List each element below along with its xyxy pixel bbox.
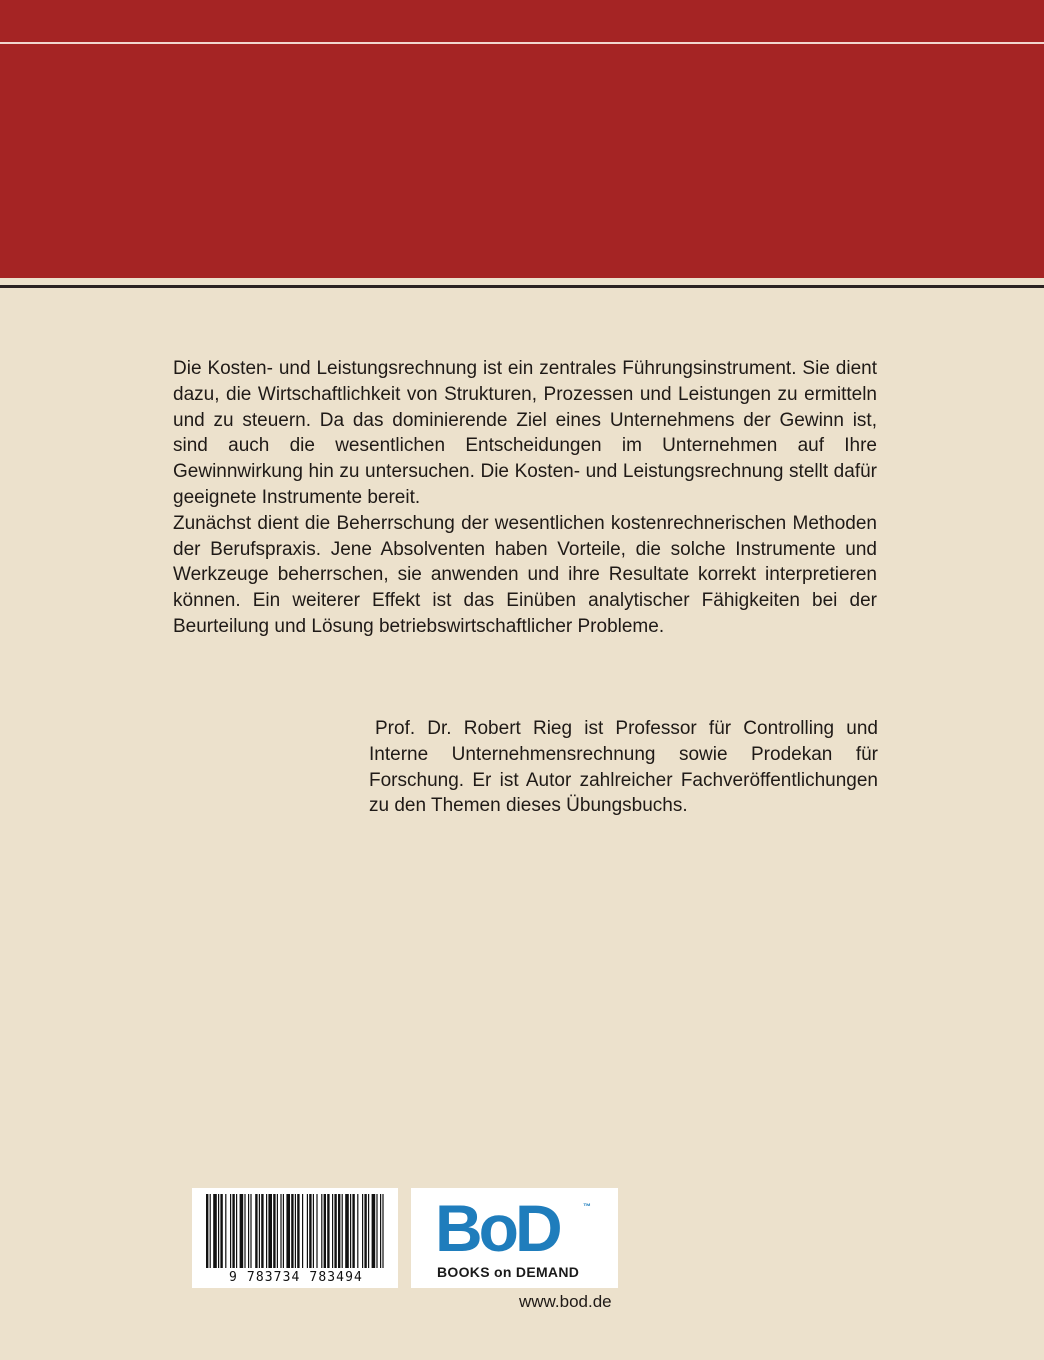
barcode-bar xyxy=(283,1194,284,1268)
barcode-bar xyxy=(382,1194,383,1268)
barcode-bar xyxy=(210,1194,211,1268)
barcode-bar xyxy=(250,1194,251,1268)
logo-trademark: ™ xyxy=(583,1202,591,1211)
barcode-bar xyxy=(218,1194,219,1268)
barcode-bar xyxy=(248,1194,249,1268)
barcode-bar xyxy=(338,1194,340,1268)
barcode-bar xyxy=(273,1194,275,1268)
barcode-bar xyxy=(357,1194,358,1268)
barcode-bar xyxy=(324,1194,326,1268)
barcode-bar xyxy=(321,1194,322,1268)
barcode-bar xyxy=(313,1194,314,1268)
barcode-bar xyxy=(352,1194,354,1268)
barcode-bar xyxy=(297,1194,299,1268)
book-blurb xyxy=(173,356,877,640)
barcode-bar xyxy=(362,1194,363,1268)
blurb-paragraph-2: Zunächst dient die Beherrschung der wesentlichen kostenrechnerischen Methoden der Berufspraxis. Jene Absolventen haben Vorteile, die solche Instrumente und Werkzeuge beherrschen, sie anwenden und ihre Resultate korrekt interpretieren können. Ein weiterer Effekt ist das Einüben analytischer Fähigkeiten bei der Beurteilung und Lösung betriebswirtschaftlicher Probleme. xyxy=(173,512,877,637)
barcode-bar xyxy=(309,1194,311,1268)
barcode-bar xyxy=(291,1194,293,1268)
barcode-bar xyxy=(364,1194,366,1268)
barcode-bar xyxy=(206,1194,208,1268)
band-rule-dark xyxy=(0,285,1044,288)
logo-wordmark: BoD xyxy=(435,1191,559,1265)
barcode-bar xyxy=(286,1194,290,1268)
barcode-digits: 9 783734 783494 xyxy=(229,1270,363,1285)
barcode-bar xyxy=(334,1194,336,1268)
band-rule-light xyxy=(0,42,1044,44)
barcode-bar xyxy=(240,1194,244,1268)
barcode-bar xyxy=(372,1194,376,1268)
publisher-website: www.bod.de xyxy=(519,1292,612,1311)
barcode-bar xyxy=(295,1194,296,1268)
barcode-bar xyxy=(316,1194,317,1268)
barcode-bar xyxy=(244,1194,245,1268)
barcode-bar xyxy=(259,1194,260,1268)
barcode-bar xyxy=(277,1194,278,1268)
logo-subtitle: BOOKS on DEMAND xyxy=(437,1264,580,1280)
barcode-bar xyxy=(232,1194,234,1268)
publisher-logo xyxy=(411,1188,618,1288)
barcode-bar xyxy=(327,1194,329,1268)
barcode-bar xyxy=(380,1194,381,1268)
barcode-bar xyxy=(280,1194,281,1268)
isbn-barcode xyxy=(192,1188,398,1288)
blurb-paragraph-1: Die Kosten- und Leistungsrechnung ist ein zentrales Führungsinstrument. Sie dient dazu, die Wirtschaftlichkeit von Strukturen, Prozessen und Leistungen zu ermitteln und zu steuern. Da das dominierende Ziel eines Unternehmens der Gewinn ist, sind auch die wesentlichen Entscheidungen im Unternehmen auf Ihre Gewinnwirkung hin zu untersuchen. Die Kosten- und Leistungsrechnung stellt dafür geeignete Instrumente bereit. xyxy=(173,358,877,508)
barcode-bar xyxy=(266,1194,267,1268)
barcode-bar xyxy=(368,1194,369,1268)
barcode-bar xyxy=(225,1194,226,1268)
barcode-bar xyxy=(302,1194,303,1268)
barcode-bar xyxy=(342,1194,343,1268)
barcode-bar xyxy=(236,1194,237,1268)
author-bio: Prof. Dr. Robert Rieg ist Professor für Controlling und Interne Unternehmensrechnung sowie Prodekan für Forschung. Er ist Autor zahlreicher Fachveröffentlichungen zu den Themen dieses Übungsbuchs. xyxy=(369,718,878,817)
barcode-bar xyxy=(332,1194,333,1268)
cover-color-band xyxy=(0,0,1044,278)
barcode-bar xyxy=(268,1194,272,1268)
barcode-bar xyxy=(350,1194,351,1268)
barcode-bar xyxy=(213,1194,217,1268)
barcode-bar xyxy=(255,1194,257,1268)
barcode-bar xyxy=(230,1194,231,1268)
barcode-bar xyxy=(307,1194,308,1268)
barcode-bar xyxy=(261,1194,263,1268)
barcode-bar xyxy=(376,1194,377,1268)
barcode-bar xyxy=(345,1194,349,1268)
barcode-bar xyxy=(220,1194,222,1268)
